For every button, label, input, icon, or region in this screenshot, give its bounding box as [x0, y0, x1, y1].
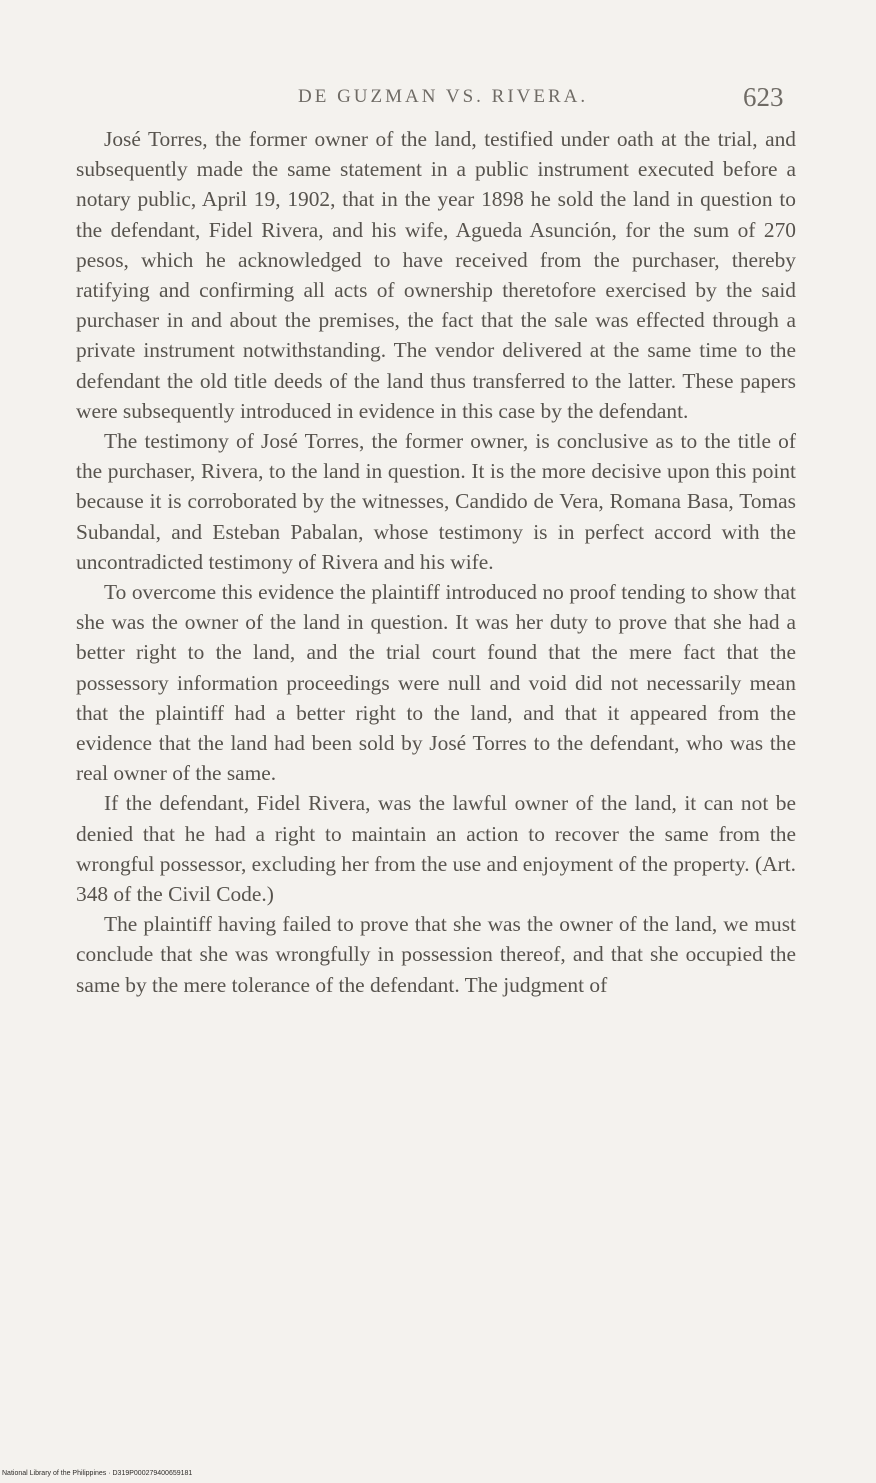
- paragraph: The plaintiff having failed to prove that she was the owner of the land, we must conclude that she was wrongfully in possession thereof, and that she occupied the same by the mere tolerance of the defendant. The judgment of: [76, 912, 796, 997]
- body-text: [76, 124, 796, 1000]
- scan-footer: National Library of the Philippines · D319P000279400659181: [2, 1470, 193, 1477]
- paragraph: The testimony of José Torres, the former owner, is conclusive as to the title of the purchaser, Rivera, to the land in question. It is the more decisive upon this point because it is corroborated by the witnesses, Candido de Vera, Romana Basa, Tomas Subandal, and Esteban Pabalan, whose testimony is in perfect accord with the uncontradicted testimony of Rivera and his wife.: [76, 429, 796, 574]
- page-number: 623: [743, 82, 784, 112]
- paragraph: If the defendant, Fidel Rivera, was the lawful owner of the land, it can not be denied that he had a right to maintain an action to recover the same from the wrongful possessor, excluding her from the use and enjoyment of the property. (Art. 348 of the Civil Code.): [76, 791, 796, 907]
- paragraph: José Torres, the former owner of the land, testified under oath at the trial, and subsequently made the same statement in a public instrument executed before a notary public, April 19, 1902, that in the year 1898 he sold the land in question to the defendant, Fidel Rivera, and his wife, Agueda Asunción, for the sum of 270 pesos, which he acknowledged to have received from the purchaser, thereby ratifying and confirming all acts of ownership theretofore exercised by the said purchaser in and about the premises, the fact that the sale was effected through a private instrument notwithstanding. The vendor delivered at the same time to the defendant the old title deeds of the land thus transferred to the latter. These papers were subsequently introduced in evidence in this case by the defendant.: [76, 127, 796, 423]
- running-title: DE GUZMAN VS. RIVERA.: [298, 86, 589, 107]
- paragraph: To overcome this evidence the plaintiff introduced no proof tending to show that she was the owner of the land in question. It was her duty to prove that she had a better right to the land, and the trial court found that the mere fact that the possessory information proceedings were null and void did not necessarily mean that the plaintiff had a better right to the land, and that it appeared from the evidence that the land had been sold by José Torres to the defendant, who was the real owner of the same.: [76, 580, 796, 786]
- running-head: [0, 82, 876, 116]
